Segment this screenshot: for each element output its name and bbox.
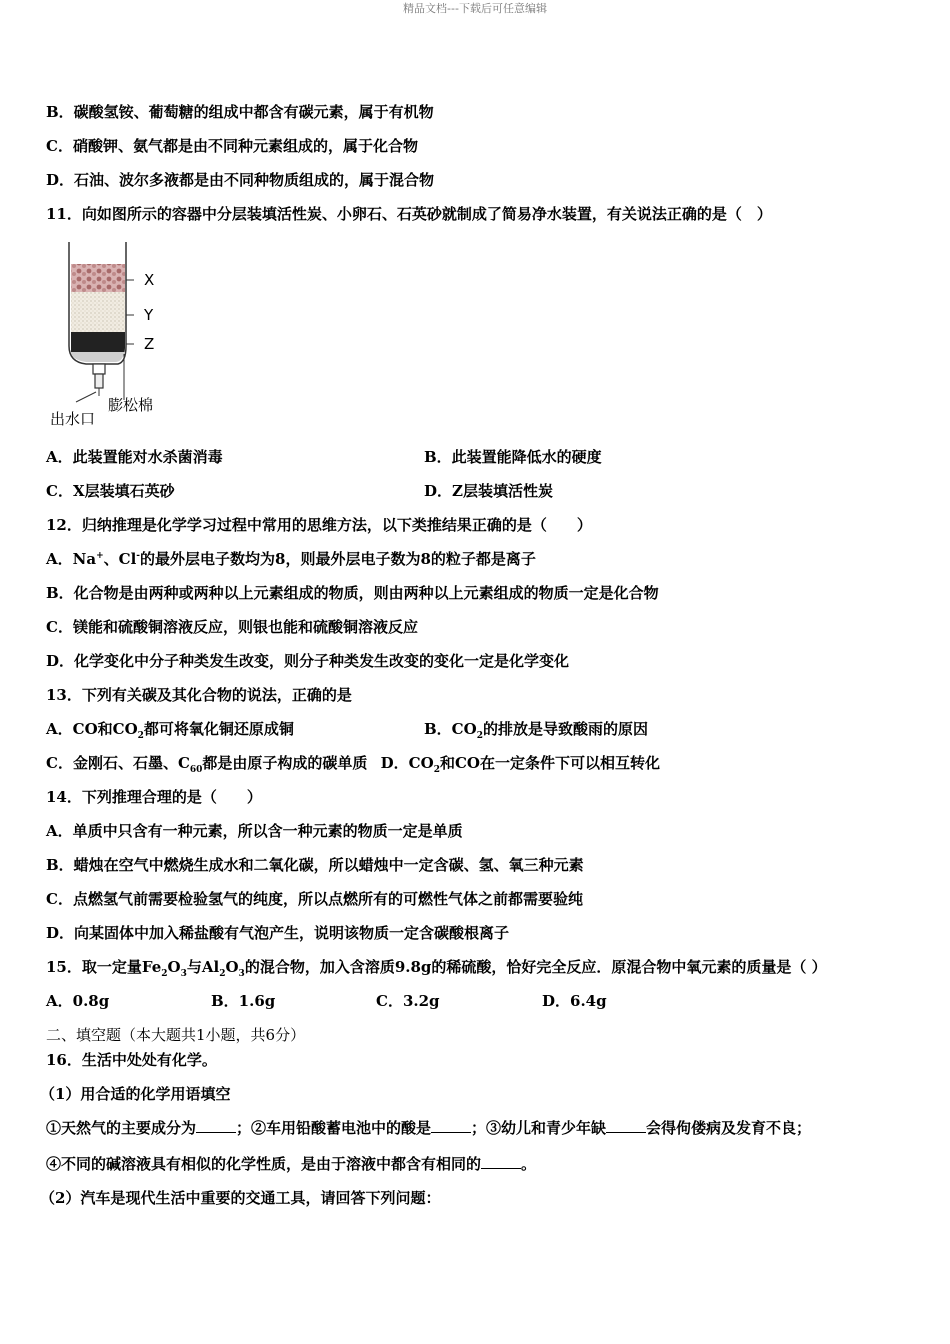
q11-option-c-text: C．X层装填石英砂 — [46, 482, 175, 500]
q15-mid3: O — [225, 958, 239, 976]
q14-option-d: D．向某固体中加入稀盐酸有气泡产生，说明该物质一定含碳酸根离子 — [46, 924, 510, 942]
layer-z — [71, 332, 125, 352]
q13-stem: 13．下列有关碳及其化合物的说法，正确的是 — [46, 686, 352, 704]
q16-l1c: ；③幼儿和青少年缺 — [471, 1119, 607, 1137]
q12-a-sup2: - — [136, 551, 141, 561]
answer-blank-3[interactable] — [606, 1118, 646, 1133]
q13-option-b — [424, 718, 648, 740]
label-x: X — [144, 271, 155, 289]
q13-d-pre: D．CO — [380, 754, 434, 772]
q13-d-post: 和CO在一定条件下可以相互转化 — [439, 754, 660, 772]
q12-option-c: C．镁能和硫酸铜溶液反应，则银也能和硫酸铜溶液反应 — [46, 618, 418, 636]
q16-l2a: ④不同的碱溶液具有相似的化学性质，是由于溶液中都含有相同的 — [46, 1155, 482, 1173]
q14-stem: 14．下列推理合理的是（ ） — [46, 788, 262, 806]
q15-sub2: 3 — [180, 969, 187, 979]
layer-x — [71, 264, 125, 292]
q15-sub1: 2 — [161, 969, 168, 979]
q13-option-d — [380, 754, 660, 775]
q15-sub4: 3 — [238, 969, 245, 979]
q13-b-pre: B．CO — [424, 720, 477, 738]
q11-option-a — [46, 446, 602, 468]
label-y: Y — [144, 306, 154, 324]
q16-stem: 16．生活中处处有化学。 — [46, 1051, 217, 1069]
q14-option-a: A．单质中只含有一种元素，所以含一种元素的物质一定是单质 — [46, 822, 463, 840]
q15-mid2: 与Al — [186, 958, 220, 976]
label-z: Z — [144, 335, 155, 353]
q15-post: 的混合物，加入含溶质9.8g的稀硫酸，恰好完全反应．原混合物中氧元素的质量是（ ） — [244, 958, 827, 976]
q15-sub3: 2 — [219, 969, 226, 979]
q16-l1d: 会得佝偻病及发育不良； — [646, 1119, 812, 1137]
q15-option-b: B．1.6g — [211, 992, 276, 1010]
q16-part2: （2）汽车是现代生活中重要的交通工具，请回答下列问题： — [40, 1189, 441, 1207]
q11-option-d: D．Z层装填活性炭 — [424, 482, 553, 500]
q16-l1b: ；②车用铅酸蓄电池中的酸是 — [236, 1119, 432, 1137]
q16-part1: （1）用合适的化学用语填空 — [40, 1085, 231, 1103]
q13-a-pre: A．CO和CO — [46, 720, 138, 738]
q13-c-post: 都是由原子构成的碳单质 — [202, 754, 368, 772]
q14-option-b: B．蜡烛在空气中燃烧生成水和二氧化碳，所以蜡烛中一定含碳、氢、氧三种元素 — [46, 856, 584, 874]
q13-a-sub: 2 — [137, 731, 144, 741]
q15-option-a: A．0.8g — [46, 992, 110, 1010]
q15-option-c: C．3.2g — [376, 992, 440, 1010]
q11-option-b: B．此装置能降低水的硬度 — [424, 448, 602, 466]
q12-stem: 12．归纳推理是化学学习过程中常用的思维方法，以下类推结果正确的是（ ） — [46, 516, 592, 534]
q13-row2 — [46, 752, 660, 774]
q12-a-mid: 、Cl — [103, 550, 137, 568]
q16-line2 — [46, 1153, 536, 1175]
q13-option-a — [46, 720, 294, 741]
q12-option-a — [46, 548, 536, 570]
q13-b-sub: 2 — [476, 731, 483, 741]
q12-a-sup1: + — [96, 551, 104, 561]
q12-option-d: D．化学变化中分子种类发生改变，则分子种类发生改变的变化一定是化学变化 — [46, 652, 570, 670]
q11-option-c — [46, 480, 553, 502]
layer-y — [71, 292, 125, 332]
answer-blank-2[interactable] — [431, 1118, 471, 1133]
q11-stem: 11．向如图所示的容器中分层装填活性炭、小卵石、石英砂就制成了简易净水装置，有关说法正确的是（ ） — [46, 205, 772, 223]
answer-blank-1[interactable] — [196, 1118, 236, 1133]
q12-a-post: 的最外层电子数均为8，则最外层电子数为8的粒子都是离子 — [140, 550, 536, 568]
q10-option-c: C．硝酸钾、氨气都是由不同种元素组成的，属于化合物 — [46, 137, 418, 155]
label-outlet: 出水口 — [50, 410, 96, 428]
label-cotton: 膨松棉 — [108, 396, 154, 414]
q15-option-d: D．6.4g — [542, 992, 607, 1010]
q15-pre: 15．取一定量Fe — [46, 958, 162, 976]
q10-option-b: B．碳酸氢铵、葡萄糖的组成中都含有碳元素，属于有机物 — [46, 103, 434, 121]
q13-c-sub: 60 — [189, 765, 203, 775]
q15-mid1: O — [167, 958, 181, 976]
q15-stem — [46, 956, 827, 978]
q16-l1a: ①天然气的主要成分为 — [46, 1119, 197, 1137]
answer-blank-4[interactable] — [481, 1154, 521, 1169]
q13-option-c — [46, 754, 368, 775]
q14-option-c: C．点燃氢气前需要检验氢气的纯度，所以点燃所有的可燃性气体之前都需要验纯 — [46, 890, 583, 908]
page-header: 精品文档---下载后可任意编辑 — [403, 2, 547, 15]
q13-a-post: 都可将氧化铜还原成铜 — [143, 720, 294, 738]
q13-b-post: 的排放是导致酸雨的原因 — [482, 720, 648, 738]
q13-row1 — [46, 718, 648, 741]
q13-c-pre: C．金刚石、石墨、C — [46, 754, 190, 772]
q13-d-sub: 2 — [433, 765, 440, 775]
q10-option-d: D．石油、波尔多液都是由不同种物质组成的，属于混合物 — [46, 171, 435, 189]
q12-option-b: B．化合物是由两种或两种以上元素组成的物质，则由两种以上元素组成的物质一定是化合物 — [46, 584, 659, 602]
q12-a-pre: A．Na — [46, 550, 97, 568]
q16-l2b: 。 — [521, 1155, 537, 1173]
q11-option-a-text: A．此装置能对水杀菌消毒 — [46, 448, 223, 466]
q16-line1 — [46, 1117, 811, 1139]
water-filter-figure — [46, 236, 196, 431]
section-heading: 二、填空题（本大题共1小题，共6分） — [46, 1026, 306, 1044]
